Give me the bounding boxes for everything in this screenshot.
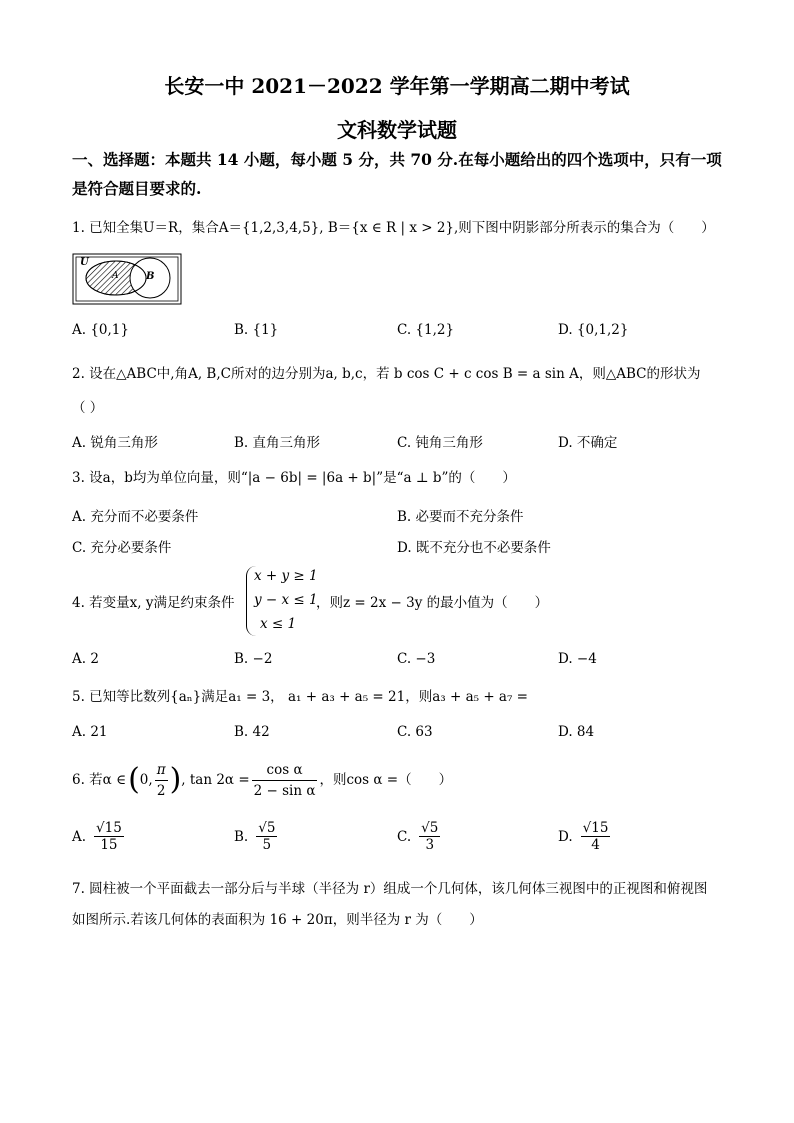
q6-option-c-label: C. (397, 828, 412, 845)
q6-option-d (558, 820, 612, 853)
tan-numerator: cos α (252, 760, 318, 781)
q6-option-a-den: 15 (100, 837, 118, 853)
q4-option-c: C. −3 (397, 651, 436, 667)
constraint-3: x ≤ 1 (260, 616, 297, 632)
q6-option-c-frac (419, 820, 440, 853)
q1-option-c: C. {1,2} (397, 322, 455, 338)
q5-option-d: D. 84 (558, 724, 595, 740)
question-4-prefix: 4. 若变量x, y满足约束条件 (72, 595, 235, 611)
q2-option-b: B. 直角三角形 (234, 435, 321, 451)
q4-option-b: B. −2 (234, 651, 273, 667)
q6-option-d-label: D. (558, 828, 573, 845)
q6-option-d-num: √15 (582, 820, 609, 836)
q1-option-a: A. {0,1} (72, 322, 129, 338)
question-7-line2: 如图所示.若该几何体的表面积为 16 + 20π，则半径为 r 为（ ） (72, 912, 483, 928)
constraint-1: x + y ≥ 1 (254, 568, 318, 584)
q6-option-c-num: √5 (421, 820, 439, 836)
q2-option-d: D. 不确定 (558, 435, 618, 451)
question-6-suffix: ，则cos α =（ ） (319, 772, 453, 788)
q1-option-d: D. {0,1,2} (558, 322, 629, 338)
tan-fraction (252, 760, 318, 801)
q4-option-d: D. −4 (558, 651, 597, 667)
pi-numerator: π (155, 760, 168, 781)
q2-option-c: C. 钝角三角形 (397, 435, 483, 451)
q5-option-b: B. 42 (234, 724, 270, 740)
section-heading-line2: 是符合题目要求的. (72, 179, 202, 198)
tan-expression: , tan 2α = (181, 772, 250, 788)
q6-option-d-frac (581, 820, 611, 853)
q6-option-b-den: 5 (262, 837, 272, 853)
q6-option-a-frac (94, 820, 124, 853)
q6-option-b-num: √5 (258, 820, 276, 836)
q2-option-a: A. 锐角三角形 (72, 435, 158, 451)
q5-option-a: A. 21 (72, 724, 108, 740)
q6-option-c (397, 820, 442, 853)
q6-option-b (234, 820, 279, 853)
q6-option-a-label: A. (72, 828, 87, 845)
q6-option-b-frac (256, 820, 277, 853)
q3-option-a: A. 充分而不必要条件 (72, 509, 199, 525)
section-heading-line1: 一、选择题：本题共 14 小题，每小题 5 分，共 70 分.在每小题给出的四个选项中，只有一项 (72, 150, 722, 169)
tan-denominator: 2 − sin α (253, 782, 316, 799)
constraint-2: y − x ≤ 1 (254, 592, 318, 608)
interval-left: 0, (139, 772, 153, 788)
venn-label-b: B (146, 271, 155, 282)
question-7-line1: 7. 圆柱被一个平面截去一部分后与半球（半径为 r）组成一个几何体，该几何体三视图中的正视图和俯视图 (72, 881, 708, 897)
pi-denominator: 2 (156, 782, 166, 799)
paren-left: ( (128, 762, 140, 797)
pi-over-2 (155, 760, 168, 801)
q6-option-d-den: 4 (591, 837, 600, 853)
q3-option-c: C. 充分必要条件 (72, 540, 172, 556)
question-5-text: 5. 已知等比数列{aₙ}满足a₁ = 3， a₁ + a₃ + a₅ = 21，则a₃ + a₅ + a₇ = (72, 689, 528, 705)
question-2-paren: （ ） (72, 400, 104, 416)
q1-option-b: B. {1} (234, 322, 279, 338)
question-4-suffix: ，则z = 2x − 3y 的最小值为（ ） (316, 595, 549, 611)
q6-option-a (72, 820, 126, 853)
question-6-prefix: 6. 若α ∈ (72, 772, 127, 788)
q6-option-b-label: B. (234, 828, 249, 845)
venn-label-u: U (80, 257, 89, 268)
q4-option-a: A. 2 (72, 651, 99, 667)
q5-option-c: C. 63 (397, 724, 433, 740)
q6-option-a-num: √15 (96, 820, 122, 836)
paren-right: ) (169, 762, 182, 797)
q3-option-b: B. 必要而不充分条件 (397, 509, 524, 525)
question-1-text: 1. 已知全集U＝R，集合A＝{1,2,3,4,5}, B＝{x ∈ R | x > 2},则下图中阴影部分所表示的集合为（ ） (72, 220, 715, 236)
exam-subtitle: 文科数学试题 (337, 118, 457, 142)
question-2-text: 2. 设在△ABC中,角A, B,C所对的边分别为a, b,c，若 b cos C + c cos B = a sin A，则△ABC的形状为 (72, 366, 701, 382)
q3-option-d: D. 既不充分也不必要条件 (397, 540, 551, 556)
question-6-line (72, 760, 452, 800)
q6-option-c-den: 3 (425, 837, 435, 853)
exam-title: 长安一中 2021－2022 学年第一学期高二期中考试 (164, 74, 630, 98)
venn-diagram (72, 253, 182, 305)
question-3-text: 3. 设a，b均为单位向量，则“|a − 6b| = |6a + b|”是“a ⊥ b”的（ ） (72, 470, 516, 486)
venn-label-a: A (112, 271, 119, 281)
